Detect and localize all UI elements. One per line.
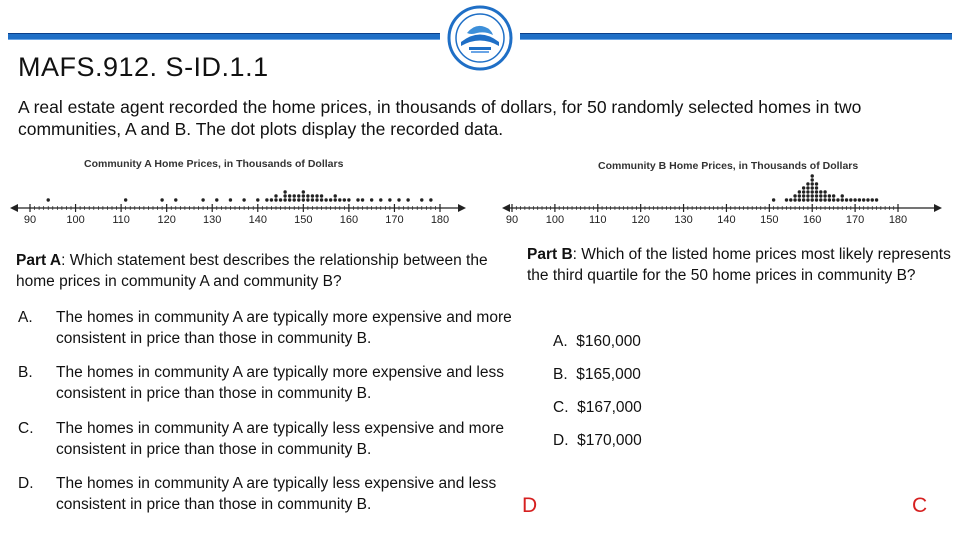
data-dot-a xyxy=(283,194,286,197)
choice-text: The homes in community A are typically less expensive and less consistent in price than those in community B. xyxy=(56,475,497,513)
data-dot-a xyxy=(311,194,314,197)
part-a-answer: D xyxy=(522,494,538,517)
data-dot-b xyxy=(798,194,801,197)
header-rule-left xyxy=(8,33,440,40)
choice-letter: C. xyxy=(553,399,569,416)
data-dot-b xyxy=(819,190,822,193)
data-dot-a xyxy=(315,194,318,197)
tick-label-b: 140 xyxy=(717,214,736,226)
data-dot-a xyxy=(274,198,277,201)
choice-letter: A. xyxy=(553,333,568,350)
axis-arrow-left-a xyxy=(10,204,18,212)
tick-label-a: 130 xyxy=(203,214,222,226)
data-dot-a xyxy=(174,198,177,201)
tick-label-a: 170 xyxy=(385,214,404,226)
part-a-label: Part A xyxy=(16,252,62,269)
data-dot-b xyxy=(806,198,809,201)
data-dot-b xyxy=(772,198,775,201)
data-dot-a xyxy=(242,198,245,201)
choice-letter: D. xyxy=(553,432,569,449)
data-dot-a xyxy=(379,198,382,201)
choice-letter: A. xyxy=(18,309,33,326)
data-dot-b xyxy=(875,198,878,201)
choice-text: The homes in community A are typically less expensive and more consistent in price than those in community B. xyxy=(56,420,504,458)
data-dot-b xyxy=(819,194,822,197)
data-dot-a xyxy=(297,198,300,201)
data-dot-a xyxy=(279,198,282,201)
data-dot-b xyxy=(815,194,818,197)
data-dot-a xyxy=(270,198,273,201)
data-dot-a xyxy=(397,198,400,201)
tick-label-b: 110 xyxy=(589,214,607,226)
data-dot-b xyxy=(806,186,809,189)
data-dot-b xyxy=(853,198,856,201)
data-dot-b xyxy=(811,182,814,185)
part-b-choice-a[interactable] xyxy=(553,333,641,351)
part-b-choice-c[interactable] xyxy=(553,399,642,417)
data-dot-b xyxy=(819,198,822,201)
data-dot-a xyxy=(388,198,391,201)
data-dot-a xyxy=(347,198,350,201)
tick-label-a: 180 xyxy=(430,214,450,226)
tick-label-a: 120 xyxy=(157,214,176,226)
data-dot-a xyxy=(370,198,373,201)
data-dot-b xyxy=(811,174,814,177)
choice-letter: B. xyxy=(553,366,568,383)
data-dot-a xyxy=(302,190,305,193)
tick-label-a: 140 xyxy=(248,214,267,226)
data-dot-b xyxy=(828,194,831,197)
data-dot-a xyxy=(47,198,50,201)
choice-text: $165,000 xyxy=(576,366,641,383)
data-dot-b xyxy=(823,198,826,201)
axis-arrow-left-b xyxy=(502,204,510,212)
data-dot-a xyxy=(288,198,291,201)
data-dot-a xyxy=(306,198,309,201)
data-dot-a xyxy=(324,198,327,201)
data-dot-a xyxy=(302,194,305,197)
data-dot-a xyxy=(229,198,232,201)
data-dot-b xyxy=(845,198,848,201)
data-dot-a xyxy=(265,198,268,201)
data-dot-b xyxy=(811,190,814,193)
data-dot-b xyxy=(811,198,814,201)
data-dot-b xyxy=(866,198,869,201)
data-dot-b xyxy=(841,198,844,201)
part-a-question-text: : Which statement best describes the relationship between the home prices in community A and community B? xyxy=(16,252,488,290)
data-dot-b xyxy=(871,198,874,201)
data-dot-a xyxy=(293,198,296,201)
data-dot-b xyxy=(828,198,831,201)
data-dot-b xyxy=(789,198,792,201)
tick-label-b: 170 xyxy=(845,214,865,226)
data-dot-b xyxy=(793,198,796,201)
data-dot-b xyxy=(811,178,814,181)
axis-arrow-right-b xyxy=(934,204,942,212)
data-dot-a xyxy=(311,198,314,201)
choice-text: $167,000 xyxy=(577,399,642,416)
data-dot-a xyxy=(256,198,259,201)
axis-arrow-right-a xyxy=(458,204,466,212)
data-dot-a xyxy=(283,190,286,193)
data-dot-b xyxy=(802,186,805,189)
data-dot-b xyxy=(811,186,814,189)
tick-label-b: 90 xyxy=(505,214,519,226)
data-dot-b xyxy=(802,190,805,193)
choice-letter: D. xyxy=(18,475,34,492)
tick-label-a: 160 xyxy=(339,214,359,226)
part-b-question-text: : Which of the listed home prices most likely represents the third quartile for the 50 home prices in community B? xyxy=(527,246,951,284)
district-logo-icon xyxy=(447,5,513,71)
data-dot-a xyxy=(406,198,409,201)
data-dot-b xyxy=(815,190,818,193)
data-dot-b xyxy=(811,194,814,197)
dot-plot-community-a xyxy=(8,155,468,227)
data-dot-b xyxy=(862,198,865,201)
part-b-answer: C xyxy=(912,494,928,517)
data-dot-a xyxy=(320,194,323,197)
data-dot-b xyxy=(815,186,818,189)
data-dot-a xyxy=(201,198,204,201)
choice-text: $160,000 xyxy=(576,333,641,350)
data-dot-b xyxy=(823,190,826,193)
part-b-choice-b[interactable] xyxy=(553,366,641,384)
data-dot-a xyxy=(343,198,346,201)
choice-letter: B. xyxy=(18,364,33,381)
data-dot-b xyxy=(832,198,835,201)
plot-title-a: Community A Home Prices, in Thousands of Dollars xyxy=(84,158,344,170)
data-dot-b xyxy=(802,198,805,201)
choice-text: $170,000 xyxy=(577,432,642,449)
choice-text: The homes in community A are typically more expensive and less consistent in price than those in community B. xyxy=(56,364,504,402)
data-dot-a xyxy=(356,198,359,201)
data-dot-a xyxy=(302,198,305,201)
data-dot-a xyxy=(329,198,332,201)
tick-label-b: 130 xyxy=(674,214,693,226)
data-dot-b xyxy=(815,182,818,185)
data-dot-a xyxy=(315,198,318,201)
tick-label-a: 110 xyxy=(112,214,130,226)
tick-label-b: 100 xyxy=(545,214,565,226)
data-dot-a xyxy=(124,198,127,201)
data-dot-b xyxy=(802,194,805,197)
dot-plot-community-b xyxy=(500,155,944,227)
tick-label-a: 150 xyxy=(294,214,313,226)
tick-label-a: 100 xyxy=(66,214,85,226)
intro-text: A real estate agent recorded the home prices, in thousands of dollars, for 50 randomly selected homes in two communities, A and B. The dot plots display the recorded data. xyxy=(18,97,862,139)
part-b-question xyxy=(527,244,952,286)
tick-label-b: 120 xyxy=(631,214,650,226)
data-dot-a xyxy=(274,194,277,197)
tick-label-b: 160 xyxy=(803,214,822,226)
part-b-label: Part B xyxy=(527,246,573,263)
data-dot-a xyxy=(334,194,337,197)
data-dot-b xyxy=(823,194,826,197)
header-rule-right xyxy=(520,33,952,40)
data-dot-a xyxy=(306,194,309,197)
data-dot-b xyxy=(841,194,844,197)
data-dot-a xyxy=(338,198,341,201)
data-dot-b xyxy=(858,198,861,201)
tick-label-a: 90 xyxy=(23,214,37,226)
data-dot-b xyxy=(798,198,801,201)
data-dot-a xyxy=(429,198,432,201)
data-dot-b xyxy=(832,194,835,197)
data-dot-b xyxy=(815,198,818,201)
part-a-question xyxy=(16,250,511,292)
data-dot-a xyxy=(283,198,286,201)
data-dot-a xyxy=(160,198,163,201)
data-dot-b xyxy=(806,190,809,193)
choice-text: The homes in community A are typically more expensive and more consistent in price than those in community B. xyxy=(56,309,512,347)
data-dot-a xyxy=(334,198,337,201)
data-dot-a xyxy=(297,194,300,197)
data-dot-b xyxy=(793,194,796,197)
data-dot-b xyxy=(798,190,801,193)
tick-label-b: 150 xyxy=(760,214,779,226)
data-dot-b xyxy=(836,198,839,201)
choice-letter: C. xyxy=(18,420,34,437)
data-dot-b xyxy=(806,194,809,197)
data-dot-a xyxy=(361,198,364,201)
data-dot-b xyxy=(806,182,809,185)
data-dot-a xyxy=(320,198,323,201)
data-dot-a xyxy=(288,194,291,197)
data-dot-b xyxy=(785,198,788,201)
data-dot-a xyxy=(293,194,296,197)
page-title: MAFS.912. S-ID.1.1 xyxy=(18,52,269,82)
data-dot-a xyxy=(420,198,423,201)
part-b-choice-d[interactable] xyxy=(553,432,642,450)
data-dot-b xyxy=(849,198,852,201)
plot-title-b: Community B Home Prices, in Thousands of Dollars xyxy=(598,160,859,172)
tick-label-b: 180 xyxy=(888,214,908,226)
data-dot-a xyxy=(215,198,218,201)
